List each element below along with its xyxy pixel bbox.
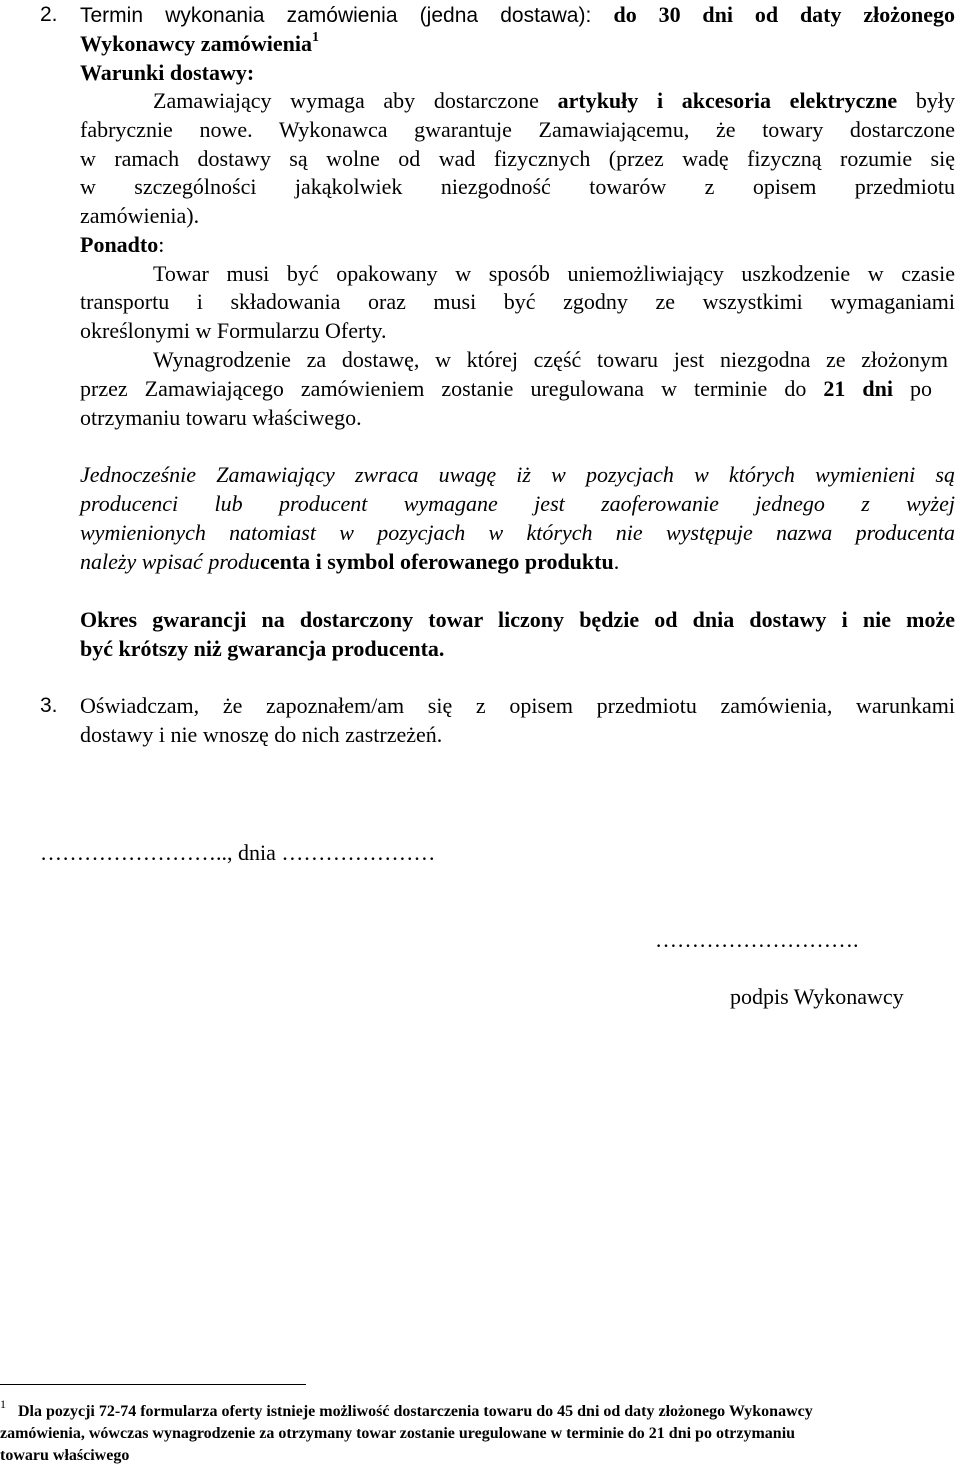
- footnote-line2: zamówienia, wówczas wynagrodzenie za otrzymany towar zostanie uregulowane w terminie do 21 dni po otrzymaniu: [0, 1425, 796, 1442]
- item2-number: 2.: [40, 3, 58, 26]
- item2-line5: fabrycznie nowe. Wykonawca gwarantuje Zamawiającemu, że towary dostarczone: [80, 117, 955, 142]
- item2-line6: w ramach dostawy są wolne od wad fizycznych (przez wadę fizyczną rozumie się: [80, 146, 955, 171]
- item3-number: 3.: [40, 694, 58, 717]
- item2-line10: Towar musi być opakowany w sposób uniemożliwiający uszkodzenie w czasie: [153, 261, 955, 286]
- item2-line2: [80, 29, 319, 58]
- line14-bold: 21 dni: [823, 376, 893, 401]
- footnote-ref: 1: [312, 29, 320, 45]
- item2-line7: w szczególności jakąkolwiek niezgodność towarów z opisem przedmiotu: [80, 174, 955, 199]
- period: .: [613, 549, 620, 574]
- line4-text: Zamawiający wymaga aby dostarczone: [153, 88, 558, 113]
- footnote-line1: Dla pozycji 72-74 formularza oferty istnieje możliwość dostarczenia towaru do 45 dni od daty złożonego Wykonawcy: [18, 1403, 813, 1420]
- line14-text: przez Zamawiającego zamówieniem zostanie uregulowana w terminie do: [80, 376, 824, 401]
- item2-line11: transportu i składowania oraz musi być zgodny ze wszystkimi wymaganiami: [80, 289, 955, 314]
- warranty-line2: być krótszy niż gwarancja producenta.: [80, 636, 445, 661]
- item2-line13: Wynagrodzenie za dostawę, w której część towaru jest niezgodna ze złożonym: [153, 347, 948, 372]
- delivery-conditions-heading: Warunki dostawy:: [80, 60, 255, 85]
- line4-end: były: [897, 88, 955, 113]
- italic-text-4: należy wpisać produ: [80, 549, 261, 574]
- item2-line12: określonymi w Formularzu Oferty.: [80, 318, 387, 343]
- italic-text-1: Jednocześnie Zamawiający zwraca uwagę iż w pozycjach w których wymienieni są: [80, 462, 955, 487]
- ponadto-colon: :: [158, 232, 165, 257]
- line4-bold: artykuły i akcesoria elektryczne: [557, 88, 898, 113]
- italic-line4: [80, 547, 619, 576]
- italic-line2: producenci lub producent wymagane jest zaoferowanie jednego z wyżej: [80, 491, 955, 516]
- item2-line15: otrzymaniu towaru właściwego.: [80, 405, 362, 430]
- item2-line1: [80, 0, 955, 30]
- line14-end: po: [892, 376, 932, 401]
- item2-line14: [80, 374, 932, 403]
- italic-line3: wymienionych natomiast w pozycjach w których nie występuje nazwa producenta: [80, 520, 955, 545]
- signature-label: podpis Wykonawcy: [730, 984, 904, 1009]
- item3-line2: dostawy i nie wnoszę do nich zastrzeżeń.: [80, 722, 443, 747]
- italic-line1: [80, 460, 955, 489]
- signature-dots: ……………………….: [655, 927, 859, 952]
- item2-line4: [153, 86, 955, 115]
- footnote-separator: [0, 1384, 306, 1385]
- delivery-term-label: Termin wykonania zamówienia (jedna dostawa):: [80, 4, 614, 27]
- warranty-line1: Okres gwarancji na dostarczony towar liczony będzie od dnia dostawy i nie może: [80, 607, 955, 632]
- footnote-line3: towaru właściwego: [0, 1447, 130, 1464]
- ponadto-label: Ponadto: [80, 232, 159, 257]
- item2-line8: zamówienia).: [80, 203, 200, 228]
- item3-line1: Oświadczam, że zapoznałem/am się z opisem przedmiotu zamówienia, warunkami: [80, 693, 955, 718]
- bold-text-4: centa i symbol oferowanego produktu: [260, 549, 614, 574]
- delivery-term-value: do 30 dni od daty złożonego: [613, 2, 955, 27]
- footnote-marker: 1: [0, 1397, 6, 1411]
- place-date-line: …………………….., dnia …………………: [40, 840, 436, 865]
- ponadto-heading: [80, 230, 164, 259]
- delivery-term-value-cont: Wykonawcy zamówienia: [80, 31, 313, 56]
